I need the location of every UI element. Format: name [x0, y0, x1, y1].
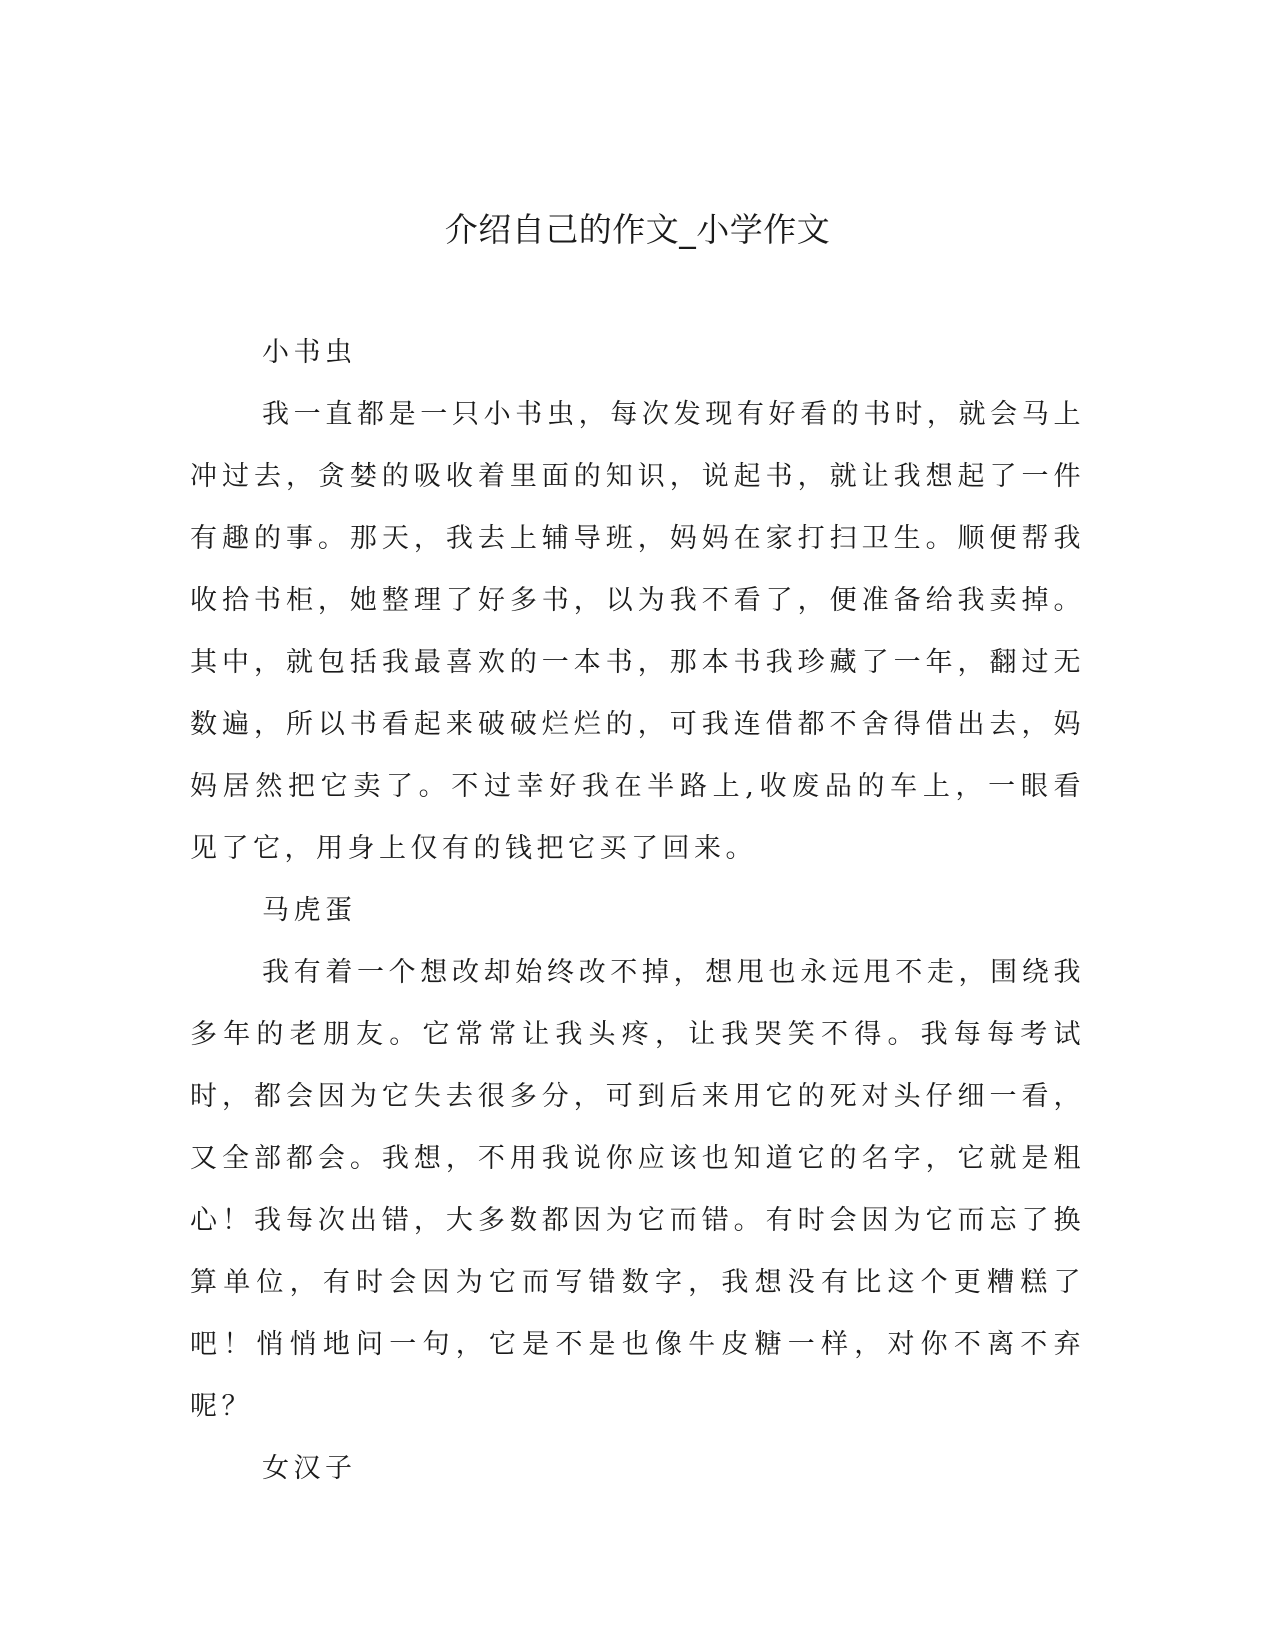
document-title: 介绍自己的作文_小学作文: [444, 210, 831, 249]
section-heading-bookworm: 小书虫: [262, 337, 357, 368]
section-heading-tomboy: 女汉子: [262, 1453, 357, 1484]
section-heading-careless: 马虎蛋: [262, 895, 357, 926]
document-body: [190, 322, 1085, 1500]
section-paragraph-bookworm: 我一直都是一只小书虫，每次发现有好看的书时，就会马上冲过去，贪婪的吸收着里面的知识，说起书，就让我想起了一件有趣的事。那天，我去上辅导班，妈妈在家打扫卫生。顺便帮我收拾书柜，她整理了好多书，以为我不看了，便准备给我卖掉。其中，就包括我最喜欢的一本书，那本书我珍藏了一年，翻过无数遍，所以书看起来破破烂烂的，可我连借都不舍得借出去，妈妈居然把它卖了。不过幸好我在半路上,收废品的车上，一眼看见了它，用身上仅有的钱把它买了回来。: [190, 399, 1085, 864]
section-paragraph-careless: 我有着一个想改却始终改不掉，想甩也永远甩不走，围绕我多年的老朋友。它常常让我头疼，让我哭笑不得。我每每考试时，都会因为它失去很多分，可到后来用它的死对头仔细一看，又全部都会。我想，不用我说你应该也知道它的名字，它就是粗心！我每次出错，大多数都因为它而错。有时会因为它而忘了换算单位，有时会因为它而写错数字，我想没有比这个更糟糕了吧！悄悄地问一句，它是不是也像牛皮糖一样，对你不离不弃呢？: [190, 957, 1085, 1422]
